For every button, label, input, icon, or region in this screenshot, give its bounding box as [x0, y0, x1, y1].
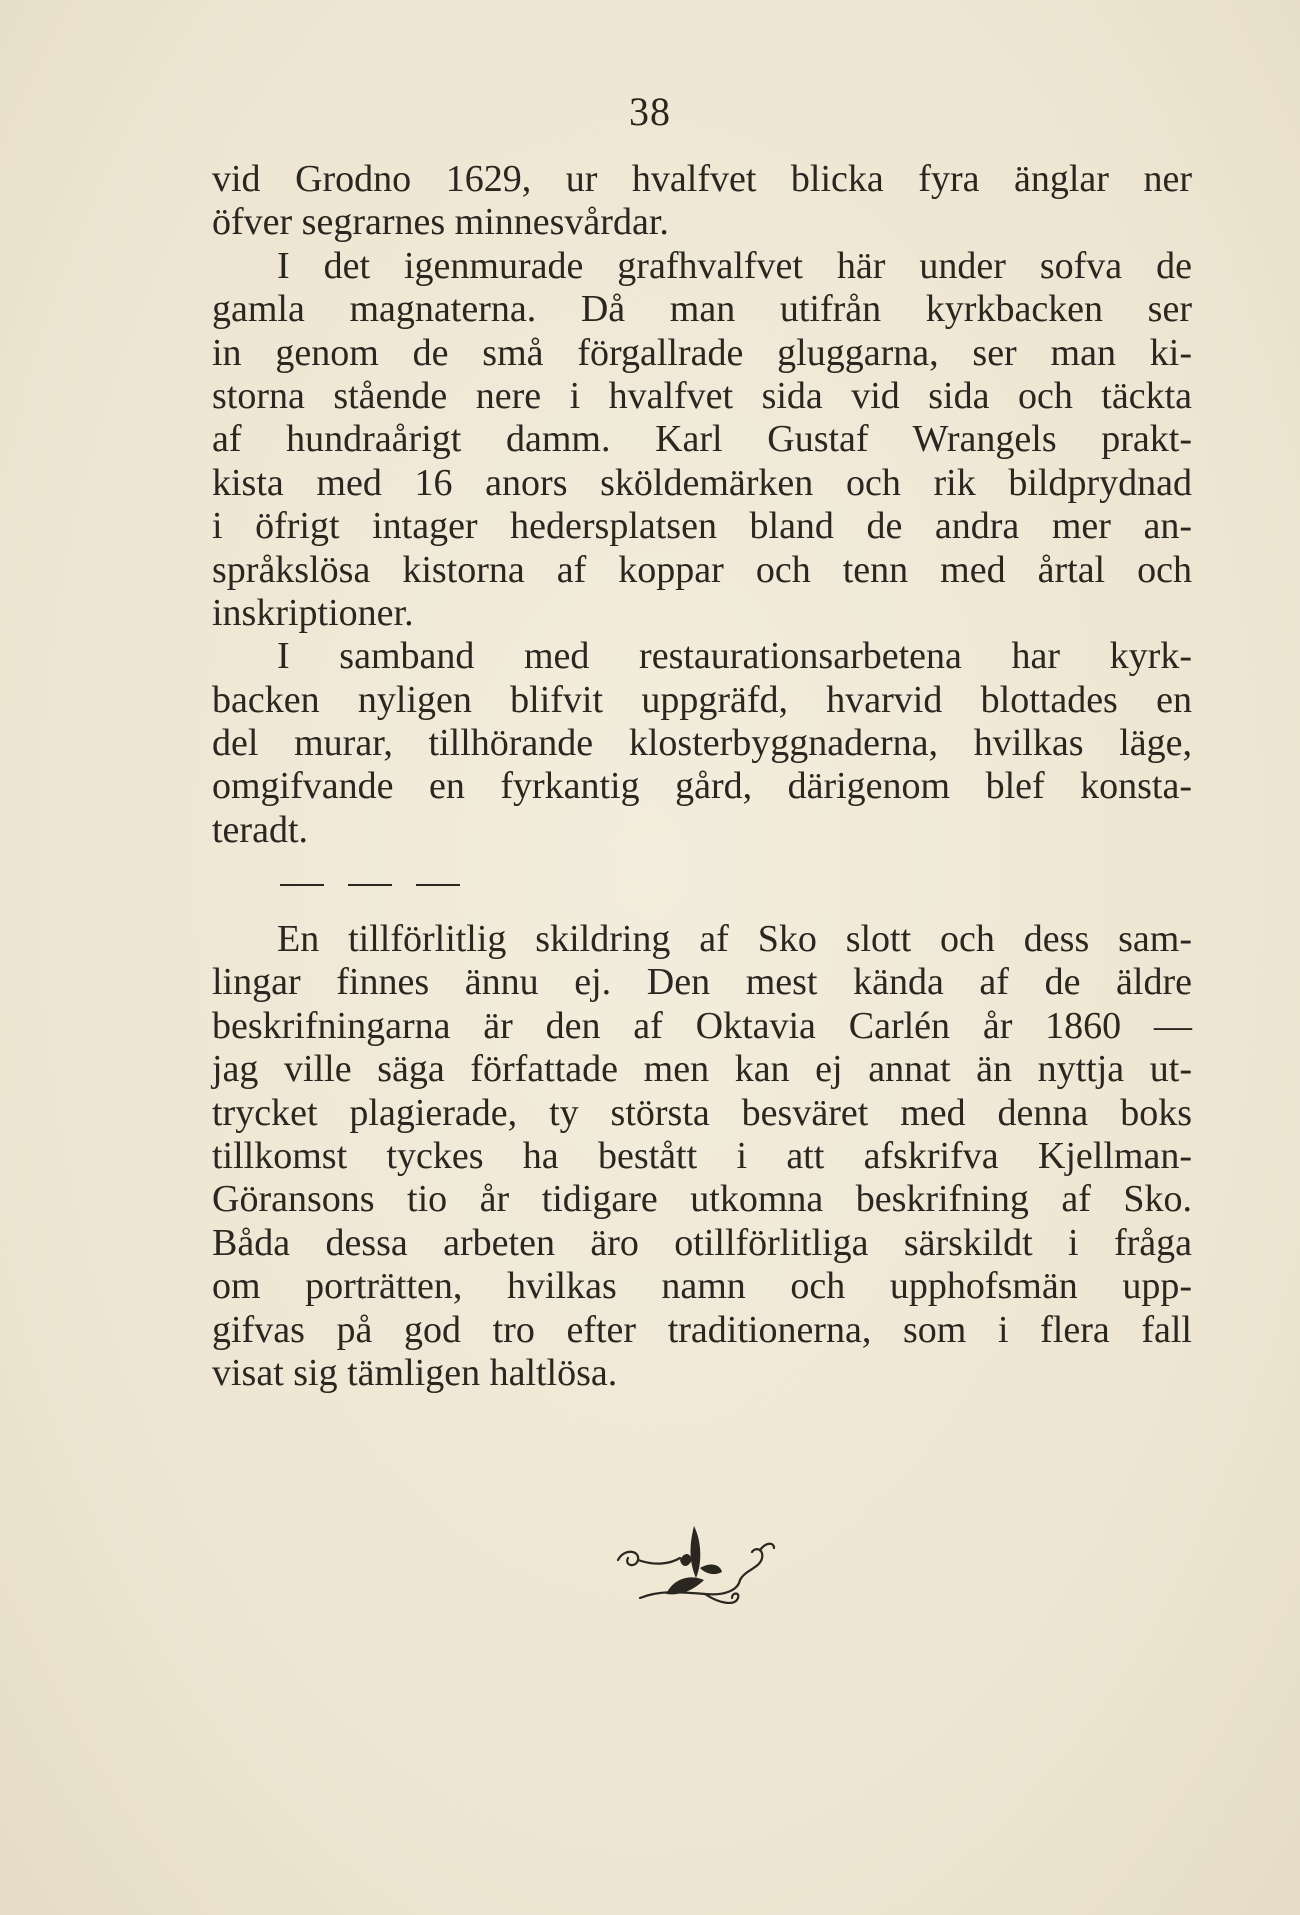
- text-line: inskriptioner.: [212, 591, 414, 634]
- text-line: trycket plagierade, ty största besväret med denna boks: [212, 1091, 1192, 1134]
- text-line: af hundraårigt damm. Karl Gustaf Wrangels prakt-: [212, 418, 1192, 461]
- text-line: kista med 16 anors sköldemärken och rik bildprydnad: [212, 461, 1192, 504]
- text-line: i öfrigt intager hedersplatsen bland de andra mer an-: [212, 505, 1192, 548]
- text-line: jag ville säga författade men kan ej annat än nyttja ut-: [212, 1048, 1192, 1091]
- body-text-section-1: [212, 158, 1192, 852]
- text-line: Göransons tio år tidigare utkomna beskrifning af Sko.: [212, 1178, 1192, 1221]
- text-line: beskrifningarna är den af Oktavia Carlén år 1860 —: [212, 1004, 1192, 1047]
- text-line: gifvas på god tro efter traditionerna, som i flera fall: [212, 1308, 1192, 1351]
- text-line: in genom de små förgallrade gluggarna, ser man ki-: [212, 331, 1192, 374]
- text-line: I samband med restaurationsarbetena har kyrk-: [277, 635, 1192, 678]
- page-number: 38: [629, 89, 671, 134]
- separator-dash: [416, 884, 460, 886]
- text-line: visat sig tämligen haltlösa.: [212, 1351, 618, 1394]
- text-line: om porträtten, hvilkas namn och upphofsmän upp-: [212, 1265, 1192, 1308]
- separator-dash: [280, 884, 324, 886]
- text-line: lingar finnes ännu ej. Den mest kända af de äldre: [212, 961, 1192, 1004]
- text-line: En tillförlitlig skildring af Sko slott och dess sam-: [277, 918, 1192, 960]
- separator-dash: [348, 884, 392, 886]
- body-text-section-2: [212, 918, 1192, 1395]
- text-line: vid Grodno 1629, ur hvalfvet blicka fyra änglar ner: [212, 158, 1192, 200]
- text-line: backen nyligen blifvit uppgräfd, hvarvid blottades en: [212, 678, 1192, 721]
- text-line: storna stående nere i hvalfvet sida vid sida och täckta: [212, 374, 1192, 417]
- text-line: omgifvande en fyrkantig gård, därigenom blef konsta-: [212, 765, 1192, 808]
- section-separator: [280, 884, 460, 888]
- text-line: teradt.: [212, 808, 309, 851]
- text-line: Båda dessa arbeten äro otillförlitliga särskildt i fråga: [212, 1221, 1192, 1264]
- text-line: språkslösa kistorna af koppar och tenn med årtal och: [212, 548, 1192, 591]
- text-line: del murar, tillhörande klosterbyggnaderna, hvilkas läge,: [212, 722, 1192, 765]
- text-line: öfver segrarnes minnesvårdar.: [212, 201, 669, 244]
- floral-vignette-icon: [610, 1520, 780, 1610]
- text-line: tillkomst tyckes ha bestått i att afskrifva Kjellman-: [212, 1134, 1192, 1177]
- text-line: gamla magnaterna. Då man utifrån kyrkbacken ser: [212, 288, 1192, 331]
- text-line: I det igenmurade grafhvalfvet här under sofva de: [277, 244, 1192, 287]
